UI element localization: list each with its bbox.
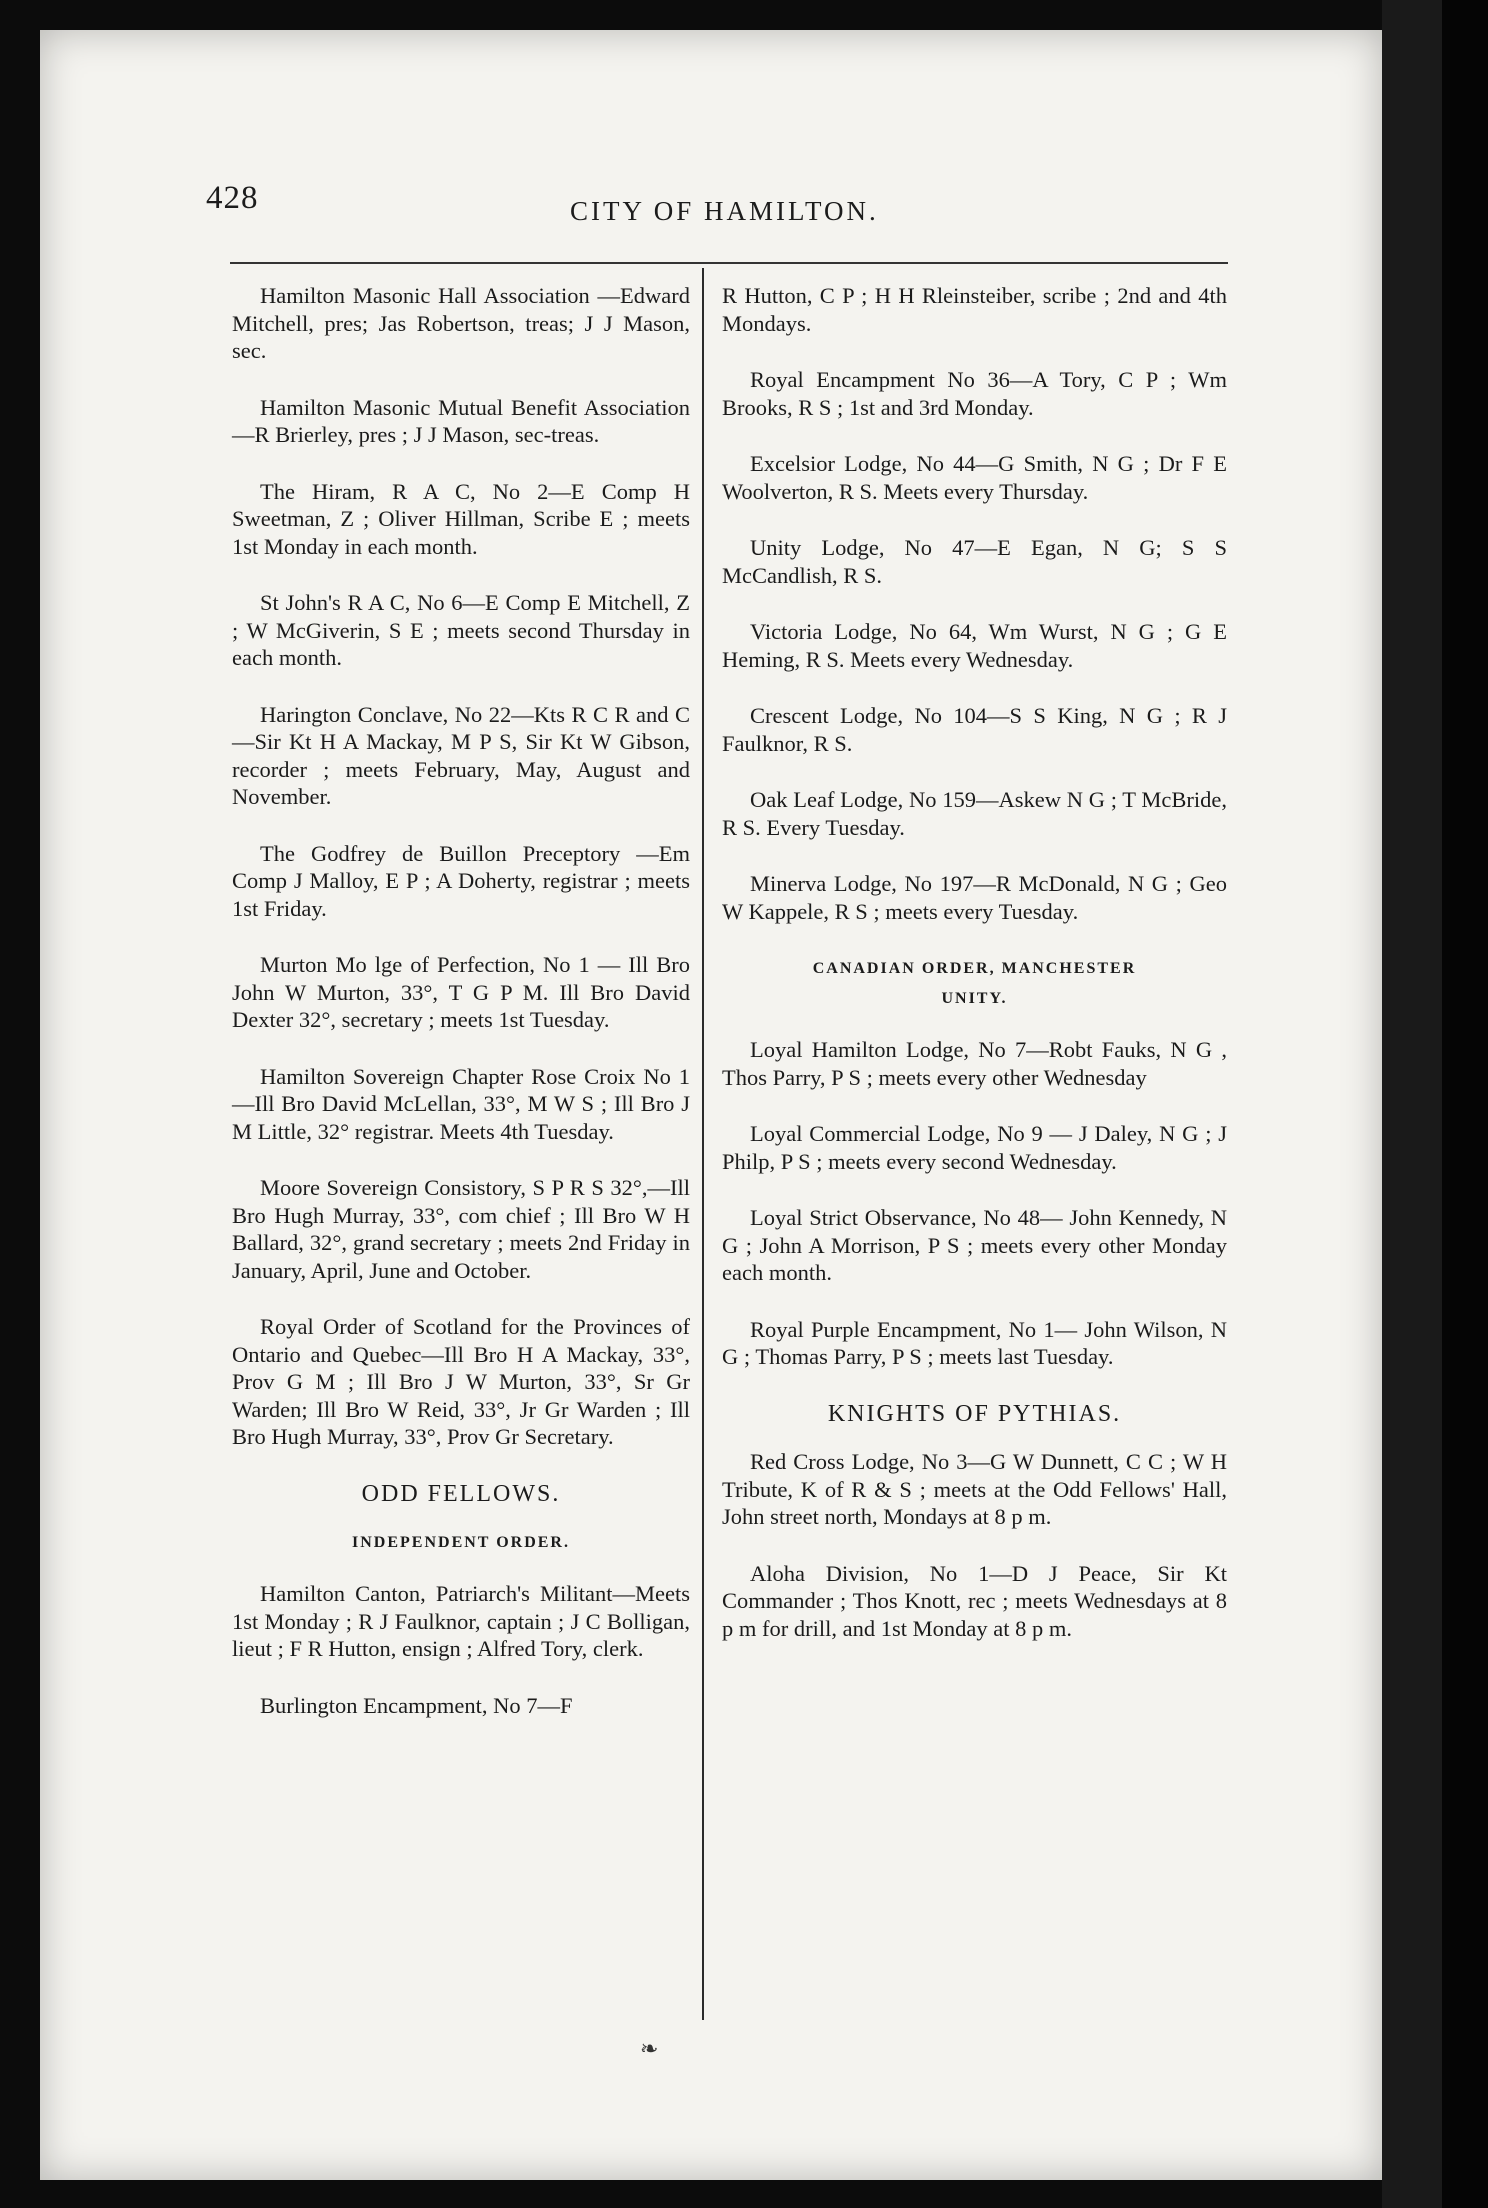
section-subheading	[722, 954, 1227, 1014]
directory-entry: Hamilton Canton, Patriarch's Militant—Meets 1st Monday ; R J Faulknor, captain ; J C Bolligan, lieut ; F R Hutton, ensign ; Alfred Tory, clerk.	[232, 1581, 690, 1661]
section-subheading: INDEPENDENT ORDER.	[352, 1534, 570, 1551]
directory-entry: Crescent Lodge, No 104—S S King, N G ; R J Faulknor, R S.	[722, 703, 1227, 756]
directory-entry: Red Cross Lodge, No 3—G W Dunnett, C C ; W H Tribute, K of R & S ; meets at the Odd Fellows' Hall, John street north, Mondays at 8 p m.	[722, 1449, 1227, 1529]
directory-entry: Burlington Encampment, No 7—F	[260, 1692, 573, 1718]
subheading-line: UNITY.	[941, 990, 1008, 1007]
directory-entry: Harington Conclave, No 22—Kts R C R and C—Sir Kt H A Mackay, M P S, Sir Kt W Gibson, recorder ; meets February, May, August and November.	[232, 701, 690, 809]
left-column	[232, 282, 690, 1748]
directory-entry: Royal Order of Scotland for the Provinces of Ontario and Quebec—Ill Bro H A Mackay, 33°, Prov G M ; Ill Bro J W Murton, 33°, Sr Gr Warden; Ill Bro W Reid, 33°, Jr Gr Warden ; Ill Bro Hugh Murray, 33°, Prov Gr Secretary.	[232, 1314, 690, 1449]
directory-entry: Excelsior Lodge, No 44—G Smith, N G ; Dr F E Woolverton, R S. Meets every Thursday.	[722, 451, 1227, 504]
directory-entry: Murton Mo lge of Perfection, No 1 — Ill Bro John W Murton, 33°, T G P M. Ill Bro David Dexter 32°, secretary ; meets 1st Tuesday.	[232, 952, 690, 1032]
directory-entry: St John's R A C, No 6—E Comp E Mitchell, Z ; W McGiverin, S E ; meets second Thursday in each month.	[232, 590, 690, 670]
directory-entry: Oak Leaf Lodge, No 159—Askew N G ; T McBride, R S. Every Tuesday.	[722, 787, 1227, 840]
directory-entry: Hamilton Sovereign Chapter Rose Croix No 1—Ill Bro David McLellan, 33°, M W S ; Ill Bro J M Little, 32° registrar. Meets 4th Tuesday.	[232, 1063, 690, 1144]
directory-entry: The Godfrey de Buillon Preceptory —Em Comp J Malloy, E P ; A Doherty, registrar ; meets 1st Friday.	[232, 840, 690, 921]
scan-border	[1382, 0, 1442, 2208]
directory-entry: Unity Lodge, No 47—E Egan, N G; S S McCandlish, R S.	[722, 535, 1227, 588]
section-heading: KNIGHTS OF PYTHIAS.	[827, 1400, 1122, 1427]
subheading-line: CANADIAN ORDER, MANCHESTER	[812, 960, 1137, 977]
right-column	[722, 282, 1227, 1671]
directory-entry: Hamilton Masonic Mutual Benefit Association—R Brierley, pres ; J J Mason, sec-treas.	[232, 394, 690, 447]
scan-edge	[1442, 0, 1488, 2208]
directory-entry: Loyal Commercial Lodge, No 9 — J Daley, N G ; J Philp, P S ; meets every second Wednesday.	[722, 1121, 1227, 1174]
running-title: CITY OF HAMILTON.	[570, 196, 879, 226]
directory-entry: Loyal Strict Observance, No 48— John Kennedy, N G ; John A Morrison, P S ; meets every other Monday each month.	[722, 1205, 1227, 1285]
directory-entry: Loyal Hamilton Lodge, No 7—Robt Fauks, N G , Thos Parry, P S ; meets every other Wednesday	[722, 1037, 1227, 1090]
page-number: 428	[206, 180, 259, 216]
column-divider	[702, 268, 704, 2020]
directory-entry: Minerva Lodge, No 197—R McDonald, N G ; Geo W Kappele, R S ; meets every Tuesday.	[722, 871, 1227, 924]
directory-entry: Hamilton Masonic Hall Association —Edward Mitchell, pres; Jas Robertson, treas; J J Mason, sec.	[232, 283, 690, 363]
header-rule	[230, 262, 1228, 264]
directory-entry: Victoria Lodge, No 64, Wm Wurst, N G ; G E Heming, R S. Meets every Wednesday.	[722, 619, 1227, 672]
section-heading: ODD FELLOWS.	[361, 1480, 561, 1507]
directory-entry-continuation: R Hutton, C P ; H H Rleinsteiber, scribe ; 2nd and 4th Mondays.	[722, 283, 1227, 336]
directory-entry: Royal Purple Encampment, No 1— John Wilson, N G ; Thomas Parry, P S ; meets last Tuesday.	[722, 1316, 1227, 1369]
directory-entry: Moore Sovereign Consistory, S P R S 32°,—Ill Bro Hugh Murray, 33°, com chief ; Ill Bro W H Ballard, 32°, grand secretary ; meets 2nd Friday in January, April, June and October.	[232, 1175, 690, 1283]
directory-entry: Royal Encampment No 36—A Tory, C P ; Wm Brooks, R S ; 1st and 3rd Monday.	[722, 367, 1227, 420]
directory-entry: Aloha Division, No 1—D J Peace, Sir Kt Commander ; Thos Knott, rec ; meets Wednesdays at 8 p m for drill, and 1st Monday at 8 p m.	[722, 1560, 1227, 1641]
directory-entry: The Hiram, R A C, No 2—E Comp H Sweetman, Z ; Oliver Hillman, Scribe E ; meets 1st Monday in each month.	[232, 478, 690, 559]
printer-ornament-icon: ❧	[640, 2036, 659, 2061]
